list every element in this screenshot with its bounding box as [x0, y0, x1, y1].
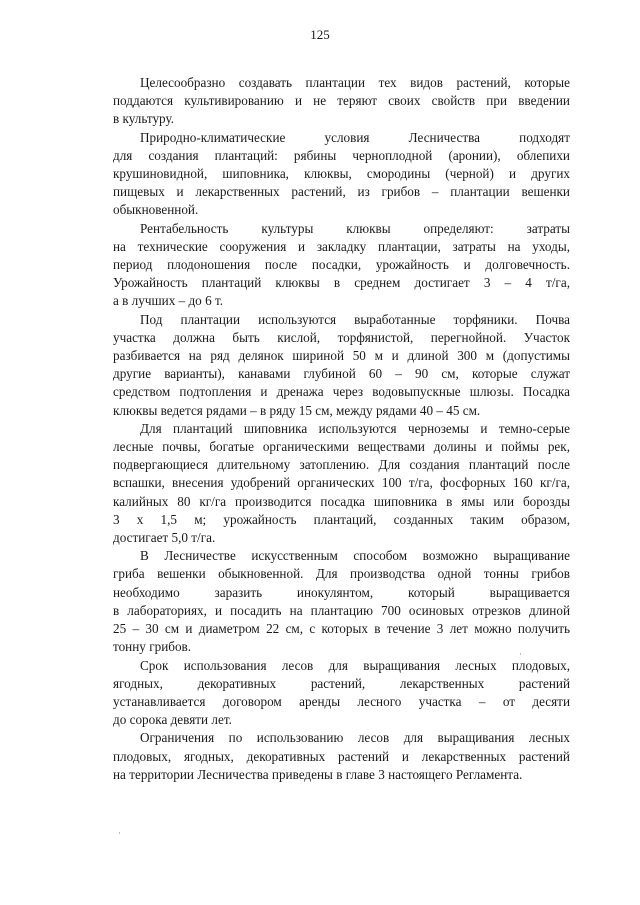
paragraph-line: лесные почвы, богатые органическими веществами долины и поймы рек, — [113, 439, 570, 455]
paragraph-line: разбивается на ряд делянок шириной 50 м и длиной 300 м (допустимы — [113, 348, 570, 364]
paragraph-line: в лабораториях, и посадить на плантацию 700 осиновых отрезков длиной — [113, 602, 570, 618]
paragraph-line: клюквы ведется рядами – в ряду 15 см, между рядами 40 – 45 см. — [113, 402, 481, 418]
paragraph — [113, 311, 570, 420]
scan-speck: · — [118, 828, 121, 838]
paragraph-line: Срок использования лесов для выращивания лесных плодовых, — [140, 657, 570, 673]
paragraph-line: Природно-климатические условия Лесничества подходят — [140, 129, 570, 145]
paragraph-line: Ограничения по использованию лесов для выращивания лесных — [140, 730, 570, 746]
paragraph-line: поддаются культивированию и не теряют своих свойств при введении — [113, 93, 570, 109]
paragraph-line: Рентабельность культуры клюквы определяют: затраты — [140, 220, 570, 236]
paragraph-line: Для плантаций шиповника используются черноземы и темно-серые — [140, 420, 570, 436]
paragraph-line: до сорока девяти лет. — [113, 712, 232, 728]
paragraph-line: обыкновенной. — [113, 202, 199, 218]
paragraph-line: достигает 5,0 т/га. — [113, 530, 216, 546]
document-body — [113, 74, 570, 784]
paragraph-line: в культуру. — [113, 111, 175, 127]
paragraph-line: а в лучших – до 6 т. — [113, 293, 224, 309]
paragraph-line: Под плантации используются выработанные торфяники. Почва — [140, 311, 570, 327]
paragraph — [113, 420, 570, 547]
paragraph — [113, 74, 570, 129]
paragraph-line: 25 – 30 см и диаметром 22 см, с которых в течение 3 лет можно получить — [113, 621, 570, 637]
paragraph-line: необходимо заразить инокулянтом, который выращивается — [113, 584, 570, 600]
paragraph-line: 3 х 1,5 м; урожайность плантаций, созданных таким образом, — [113, 511, 570, 527]
paragraph-line: период плодоношения после посадки, урожайность и долговечность. — [113, 257, 570, 273]
paragraph — [113, 547, 570, 656]
paragraph — [113, 129, 570, 220]
paragraph — [113, 220, 570, 311]
paragraph-line: тонну грибов. — [113, 639, 192, 655]
paragraph-line: вспашки, внесения удобрений органических 100 т/га, фосфорных 160 кг/га, — [113, 475, 570, 491]
paragraph-line: плодовых, ягодных, декоративных растений и лекарственных растений — [113, 748, 570, 764]
paragraph-line: для создания плантаций: рябины черноплодной (аронии), облепихи — [113, 147, 570, 163]
paragraph-line: на территории Лесничества приведены в главе 3 настоящего Регламента. — [113, 766, 523, 782]
paragraph — [113, 729, 570, 784]
paragraph-line: другие варианты), канавами глубиной 60 – 90 см, которые служат — [113, 366, 570, 382]
paragraph-line: участка должна быть кислой, торфянистой, перегнойной. Участок — [113, 329, 570, 345]
paragraph-line: В Лесничестве искусственным способом возможно выращивание — [140, 548, 570, 564]
paragraph — [113, 657, 570, 730]
paragraph-line: Целесообразно создавать плантации тех видов растений, которые — [140, 75, 570, 90]
paragraph-line: на технические сооружения и закладку плантации, затраты на уходы, — [113, 238, 570, 254]
paragraph-line: гриба вешенки обыкновенной. Для производства одной тонны грибов — [113, 566, 570, 582]
paragraph-line: пищевых и лекарственных растений, из грибов – плантации вешенки — [113, 184, 570, 200]
paragraph-line: ягодных, декоративных растений, лекарственных растений — [113, 675, 570, 691]
paragraph-line: калийных 80 кг/га производится посадка шиповника в ямы или борозды — [113, 493, 570, 509]
paragraph-line: подвергающиеся длительному затоплению. Для создания плантаций после — [113, 457, 570, 473]
paragraph-line: крушиновидной, шиповника, клюквы, смородины (черной) и других — [113, 166, 570, 182]
paragraph-line: средством подтопления и дренажа через водовыпускные шлюзы. Посадка — [113, 384, 570, 400]
scan-speck: · — [519, 649, 522, 659]
paragraph-line: устанавливается договором аренды лесного участка – от десяти — [113, 693, 570, 709]
paragraph-line: Урожайность плантаций клюквы в среднем достигает 3 – 4 т/га, — [113, 275, 570, 291]
page-number: 125 — [310, 27, 330, 42]
